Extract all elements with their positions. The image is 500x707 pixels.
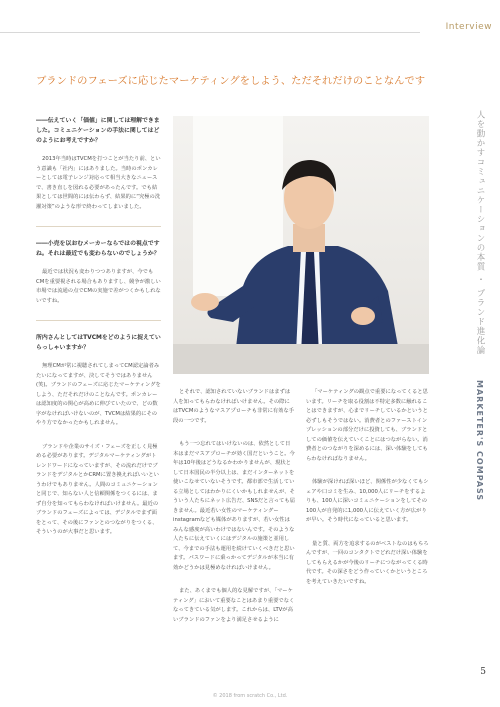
interview-question: ――伝えていく「価値」に関しては理解できました。コミュニケーションの手法に関してはどのようにお考えですか？ <box>36 118 160 144</box>
article-paragraph: 体験が深ければ深いほど、関係性が少なくてもシェアや口コミを生み、10,000人にリーチをするよりも、100人に深いコミュニケーションをしてその100人が自発的に1,000人に伝えていく方が広がりが早い。そう時代になっていると思います。 <box>306 479 429 523</box>
divider <box>36 226 161 227</box>
column-2 <box>173 388 295 639</box>
interview-answer: ブランドや企業のサイズ・フェーズを正しく見極める必要があります。デジタルマーケティングがトレンドワードになっていますが、その流れだけでブランドをデジタルとかCRMに置き換えればいいというわけでもありません。人間のコミュニケーションと同じで、知らない人と信頼関係をつくるには、まず自分を知ってもらわなければいけません。最近のブランドのフェーズによっては、デジタルでまず面をとって、その後にファンとのつながりをつくる、そういうのが大事だと思います。 <box>36 443 159 535</box>
article-paragraph: また、あくまでも個人的な見解ですが、「マーケティング」において重要なことはあまり重要でなくなってきている気がします。これからは、LTVが高いブランドのファンをより満足させるように <box>173 588 295 623</box>
article-paragraph: もう一つ忘れてはいけないのは、依然として日本はまだマスアプローチが効く国だということ。今年は10年後はどうなるかわかりませんが、現状として日本国民の半分以上は、まだインターネットを使いこなせていないそうです。都市部で生活している立場としてはわかりにくいかもしれませんが、そういう人たちにネット広告だ、SNSだと言っても届きません。最近若い女性のマーケティングーinstagramなども媒体がありますが、若い女性はみんな感度が高いわけではないんです。そのような人たちに伝えていくにはデジタルの施策と並用して、今までの手法も運用を続けていくべきだと思います。パスワードに乗っかってデジタルが本当に有効かどうかは見極めなければいけません。 <box>173 441 295 571</box>
column-1 <box>36 116 161 552</box>
article-paragraph: 量と質、両方を追求するのがベストなのはもちろんですが、一回のコンタクトでどれだけ深い体験をしてもらえるかが今後のリーチにつながってくる時代です。その深さをどう作っていくかというところを考えていきたいですね。 <box>306 540 429 585</box>
footer-copyright: © 2018 from scratch Co., Ltd. <box>212 693 288 699</box>
column-3 <box>306 388 430 601</box>
divider <box>36 320 161 321</box>
vertical-brand: MARKETER'S COMPASS <box>475 380 484 502</box>
interview-question: ――小売を以おむメーカーならではの視点ですね。それは最近でも変わらないのでしょうか？ <box>36 241 160 257</box>
person-illustration <box>173 116 429 374</box>
page-number: 5 <box>480 667 486 677</box>
section-tag: Interview <box>420 22 500 36</box>
article-paragraph: とそれで、認知されていないブランドはまずは人を知ってもらわなければいけません。その際にはTVCMのようなマスアプローチも非常に有効な手段の一つです。 <box>173 389 295 424</box>
article-paragraph: 「マーケティングの観点で重要になってくると思います。リーチを取る役割は不特定多数に触れることはできますが、心までリーチしているかというと必ずしもそうではない。消費者とのファーストインプレッションの部分だけに投資しても、ブランドとしての価値を伝えていくことにはつながらない。消費者とのつながりを深めるには、深い体験をしてもらわなければなりません。 <box>306 389 428 462</box>
interview-answer: 2013年当時はTVCMを打つことが当たり前、という意識も「社内」にはありました。当時のポンカレーとしては電子レンジ対応って相当大きなニュースで、書き直しを図れる必要があったんです。でも結果としては世間的には伝わらず、結果的に“究極の洗濯対策”のような形で終わってしまいました。 <box>36 156 161 210</box>
interview-question: 所内さんとしてはTVCMをどのように捉えていらっしゃいますか？ <box>36 335 161 351</box>
interview-answer: 最近では状況も変わりつつありますが、今でもCMを重要視される場合もありますし、競争が激しい市場では流通の点でCMの実施で差がつくかもしれないですね。 <box>36 269 161 304</box>
headline: ブランドのフェーズに応じたマーケティングをしよう、ただそれだけのことなんです <box>36 75 426 87</box>
interviewee-photo <box>173 116 429 374</box>
vertical-series-title: 人を動かすコミュニケーションの本質 ・ ブランド進化論 <box>475 110 485 355</box>
interview-answer: 無理CMが常に視聴されてしまってCM認定論者みたいになってますが、決してそうではありません(笑)。ブランドのフェーズに応じたマーケティングをしよう、ただそれだけのことなんです。ポンカレーは認知度的の関心が高めに伸びていたので、どの数字がなければいけないのが、TVCMは結果的にそのやり方でなかったかもしれません。 <box>36 363 161 426</box>
side-bar <box>464 40 500 680</box>
